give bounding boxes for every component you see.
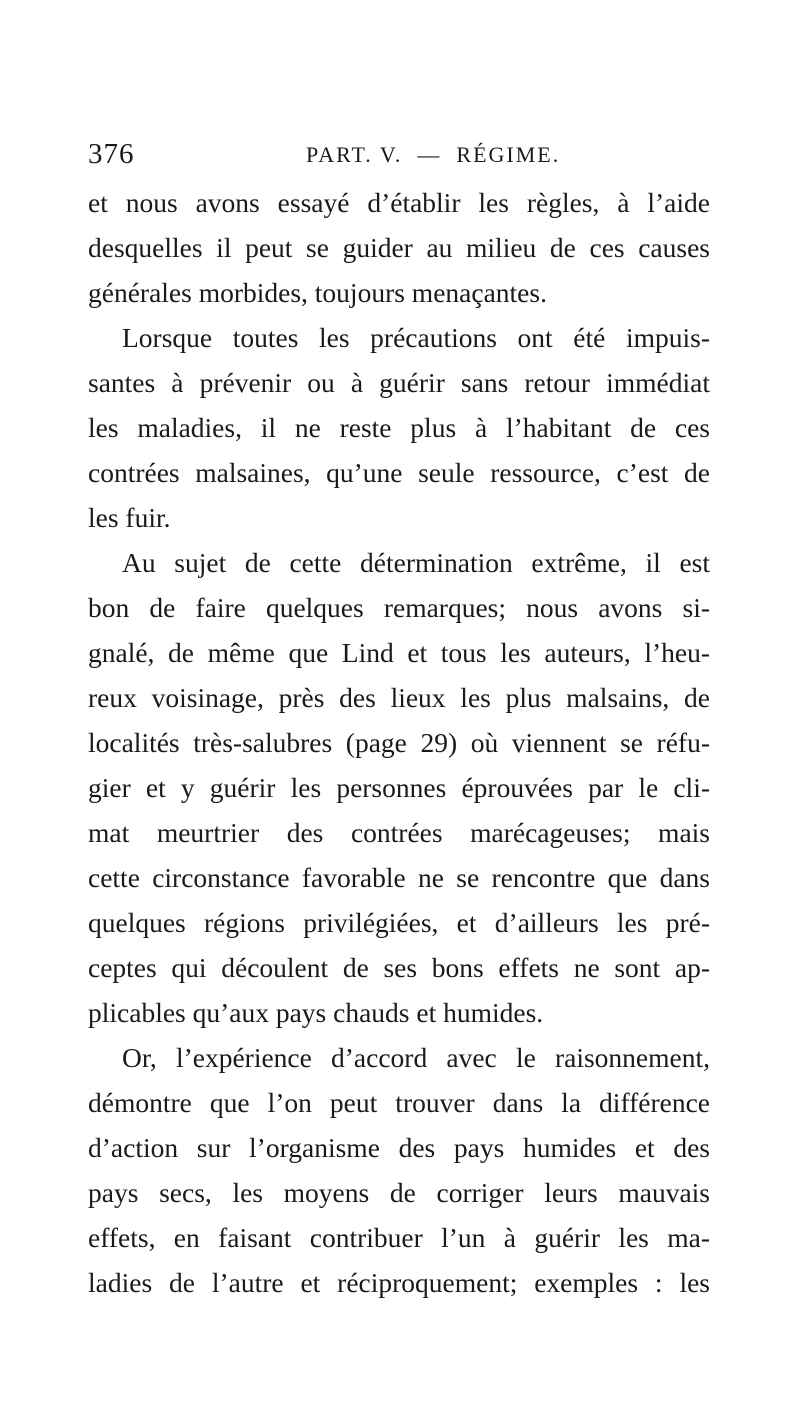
text-line: mat meurtrier des contrées marécageuses; mais	[88, 817, 710, 848]
text-line: cette circonstance favorable ne se rencontre que dans	[88, 862, 710, 893]
text-line: et nous avons essayé d’établir les règles, à l’aide	[88, 187, 710, 218]
page-header	[88, 138, 728, 178]
text-line: santes à prévenir ou à guérir sans retour immédiat	[88, 367, 710, 398]
text-line: d’action sur l’organisme des pays humides et des	[88, 1132, 710, 1163]
text-line: ladies de l’autre et réciproquement; exemples : les	[88, 1267, 710, 1298]
text-line: contrées malsaines, qu’une seule ressource, c’est de	[88, 457, 710, 488]
text-line: plicables qu’aux pays chauds et humides.	[88, 997, 544, 1028]
text-line: les fuir.	[88, 502, 171, 533]
page-number: 376	[88, 138, 135, 170]
text-line: Lorsque toutes les précautions ont été impuis-	[122, 322, 710, 353]
text-line: générales morbides, toujours menaçantes.	[88, 277, 547, 308]
text-line: Or, l’expérience d’accord avec le raisonnement,	[122, 1042, 710, 1073]
text-line: gnalé, de même que Lind et tous les auteurs, l’heu-	[88, 637, 710, 668]
text-line: bon de faire quelques remarques; nous avons si-	[88, 592, 710, 623]
text-line: quelques régions privilégiées, et d’ailleurs les pré-	[88, 907, 710, 938]
text-line: desquelles il peut se guider au milieu de ces causes	[88, 232, 710, 263]
text-line: reux voisinage, près des lieux les plus malsains, de	[88, 682, 710, 713]
body-text	[88, 180, 710, 1305]
text-line: ceptes qui découlent de ses bons effets ne sont ap-	[88, 952, 710, 983]
running-head: PART. V. — RÉGIME.	[306, 142, 561, 167]
text-line: gier et y guérir les personnes éprouvées par le cli-	[88, 772, 710, 803]
text-line: localités très-salubres (page 29) où viennent se réfu-	[88, 727, 710, 758]
text-line: démontre que l’on peut trouver dans la différence	[88, 1087, 710, 1118]
text-line: Au sujet de cette détermination extrême, il est	[122, 547, 710, 578]
text-line: pays secs, les moyens de corriger leurs mauvais	[88, 1177, 710, 1208]
text-line: effets, en faisant contribuer l’un à guérir les ma-	[88, 1222, 710, 1253]
text-line: les maladies, il ne reste plus à l’habitant de ces	[88, 412, 710, 443]
